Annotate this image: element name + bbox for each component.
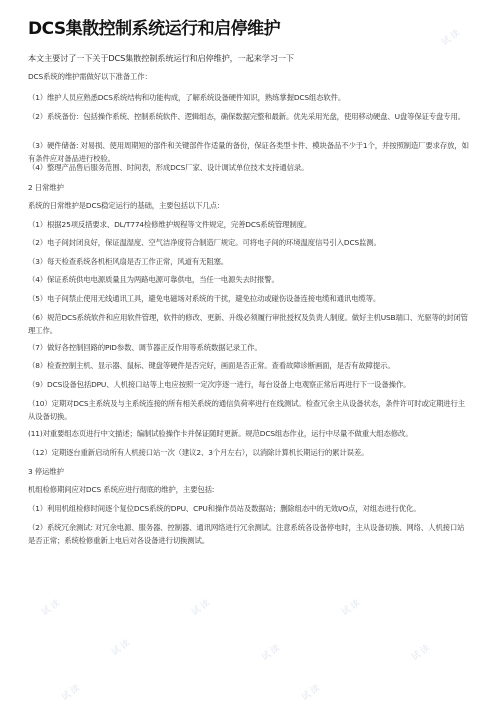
para-16: （10）定期对DCS主系统及与主系统连接的所有相关系统的通信负荷率进行在线测试。检查冗余主从设备状态，条件许可时或定期进行主从设备切换。 bbox=[28, 399, 465, 422]
intro-text: 本文主要讨了一下关于DCS集散控制系统运行和启停维护，一起来学习一下 bbox=[28, 53, 294, 63]
para-2: （2）系统备份：包括操作系统、控制系统软件、逻辑组态，确保数据完整和最新。优先采用光盘，使用移动硬盘、U盘等保证专盘专用。 bbox=[28, 112, 466, 121]
watermark-mark: 试读 bbox=[339, 597, 364, 619]
para-7: （1）根据25项反措要求、DL/T774检修维护规程等文件规定，完善DCS系统管理制度。 bbox=[28, 220, 312, 229]
para-3: （3）硬件储备: 对易损、使用周期短的部件和关键部件作适量的备份，保证各类型卡件、模块备品不少于1个，并按照制造厂要求存放，如有条件应对备品进行校验。 bbox=[28, 141, 469, 164]
para-6: 系统的日常维护是DCS稳定运行的基础，主要包括以下几点： bbox=[28, 201, 225, 210]
watermark-mark: 试读 bbox=[409, 642, 434, 664]
para-15: （9）DCS设备包括DPU、人机接口站等上电应按照一定次序逐一进行，每台设备上电观察正常后再进行下一设备操作。 bbox=[28, 380, 411, 389]
para-1: （1）维护人员应熟悉DCS系统结构和功能构成，了解系统设备硬件知识，熟练掌握DCS组态软件。 bbox=[28, 93, 346, 102]
watermark-mark: 试读 bbox=[39, 597, 64, 619]
watermark-mark: 试读 bbox=[109, 637, 134, 659]
watermark-mark: 试读 bbox=[189, 597, 214, 619]
para-5: 2 日常维护 bbox=[28, 183, 64, 192]
para-13: （7）做好各控制回路的PID参数、调节器正反作用等系统数据记录工作。 bbox=[28, 343, 262, 352]
para-12: （6）规范DCS系统软件和应用软件管理，软件的修改、更新、升级必须履行审批授权及负责人制度。做好主机USB端口、光驱等的封闭管理工作。 bbox=[28, 313, 468, 336]
para-8: （2）电子间封闭良好，保证温湿度、空气洁净度符合制造厂规定。可将电子间的环境温度信号引入DCS监测。 bbox=[28, 238, 381, 247]
watermark-mark: 试读 bbox=[299, 682, 324, 704]
para-17: (11)对重要组态页进行中文描述；编制试验操作卡并保证随时更新。规范DCS组态作业，运行中尽量不做重大组态修改。 bbox=[28, 429, 413, 438]
para-9: （3）每天检查系统各机柜风扇是否工作正常，风道有无阻塞。 bbox=[28, 257, 229, 266]
para-4: （4）整理产品售后服务范围、时间表，形成DCS厂家、设计调试单位技术支持通信录。 bbox=[28, 163, 309, 172]
page-title: DCS集散控制系统运行和启停维护 bbox=[28, 19, 281, 39]
watermark-mark: 试读 bbox=[259, 642, 284, 664]
watermark-mark: 试读 bbox=[439, 27, 464, 49]
para-21: （1）利用机组检修时间逐个复位DCS系统的DPU、CPU和操作员站及数据站；删除组态中的无效I/O点，对组态进行优化。 bbox=[28, 504, 421, 513]
para-11: （5）电子间禁止使用无线通讯工具，避免电磁场对系统的干扰，避免拉动或碰伤设备连接电缆和通讯电缆等。 bbox=[28, 294, 381, 303]
para-18: （12）定期逐台重新启动所有人机接口站一次（建议2、3个月左右），以消除计算机长期运行的累计误差。 bbox=[28, 448, 369, 457]
para-0: DCS系统的维护需做好以下准备工作： bbox=[28, 72, 152, 81]
para-19: 3 停运维护 bbox=[28, 467, 64, 476]
para-14: （8）检查控制主机、显示器、鼠标、键盘等硬件是否完好，画面是否正常。查看故障诊断画面，是否有故障提示。 bbox=[28, 361, 395, 370]
para-20: 机组检修期间应对DCS 系统应进行彻底的维护，主要包括: bbox=[28, 485, 215, 494]
para-22: （2）系统冗余测试: 对冗余电源、服务器、控制器、通讯网络进行冗余测试。注意系统各设备停电时，主从设备切换、网络、人机接口站是否正常；系统检修重新上电后对各设备进行切换测试。 bbox=[28, 523, 465, 546]
watermark-mark: 试读 bbox=[59, 682, 84, 704]
para-10: （4）保证系统供电电源质量且为两路电源可靠供电，当任一电源失去时报警。 bbox=[28, 275, 279, 284]
